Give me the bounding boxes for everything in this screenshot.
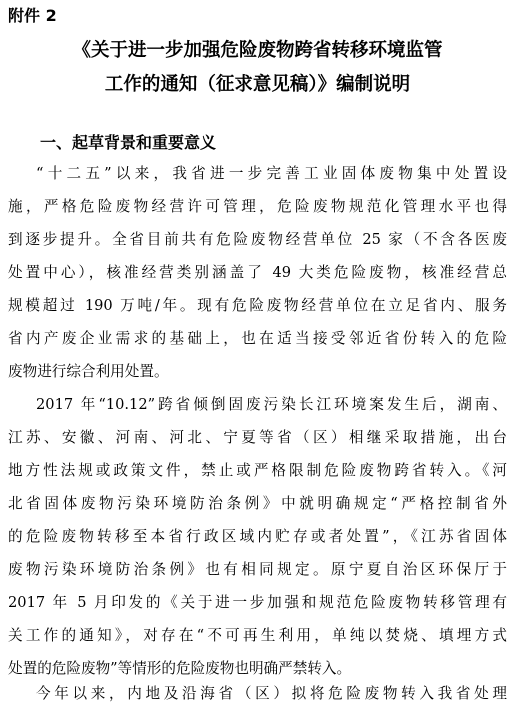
paragraph-line: 到逐步提升。全省目前共有危险废物经营单位 25 家（不含各医废 — [8, 231, 507, 248]
paragraph-line: 处置中心），核准经营类别涵盖了 49 大类危险废物，核准经营总 — [8, 264, 507, 281]
paragraph-line: 地方性法规或政策文件，禁止或严格限制危险废物跨省转入。《河 — [8, 462, 507, 479]
paragraph-line: 2017 年 5 月印发的《关于进一步加强和规范危险废物转移管理有 — [8, 594, 507, 611]
paragraph-line: 2017 年“10.12”跨省倾倒固废污染长江环境案发生后，湖南、 — [36, 396, 507, 413]
paragraph-line: “十二五”以来，我省进一步完善工业固体废物集中处置设 — [36, 165, 507, 182]
paragraph-line: 规模超过 190 万吨/年。现有危险废物经营单位在立足省内、服务 — [8, 297, 507, 314]
paragraph-line: 废物污染环境防治条例》也有相同规定。原宁夏自治区环保厅于 — [8, 561, 507, 578]
section-heading: 一、起草背景和重要意义 — [40, 133, 217, 152]
paragraph-line: 关工作的通知》，对存在“不可再生利用，单纯以焚烧、填埋方式 — [8, 627, 507, 644]
document-title-line-2: 工作的通知（征求意见稿）》编制说明 — [104, 74, 411, 95]
paragraph-line: 的危险废物转移至本省行政区域内贮存或者处置”，《江苏省固体 — [8, 528, 507, 545]
paragraph-line: 废物进行综合利用处置。 — [8, 363, 169, 380]
attachment-label: 附件 2 — [8, 6, 57, 25]
paragraph-line: 处置的危险废物”等情形的危险废物也明确严禁转入。 — [8, 660, 352, 677]
paragraph-line: 北省固体废物污染环境防治条例》中就明确规定“严格控制省外 — [8, 495, 507, 512]
document-title-line-1: 《关于进一步加强危险废物跨省转移环境监管 — [72, 40, 443, 61]
paragraph-line: 省内产废企业需求的基础上，也在适当接受邻近省份转入的危险 — [8, 330, 507, 347]
paragraph-line: 今年以来，内地及沿海省（区）拟将危险废物转入我省处理 — [36, 685, 507, 702]
paragraph-line: 江苏、安徽、河南、河北、宁夏等省（区）相继采取措施，出台 — [8, 429, 507, 446]
paragraph-line: 施，严格危险废物经营许可管理，危险废物规范化管理水平也得 — [8, 198, 507, 215]
